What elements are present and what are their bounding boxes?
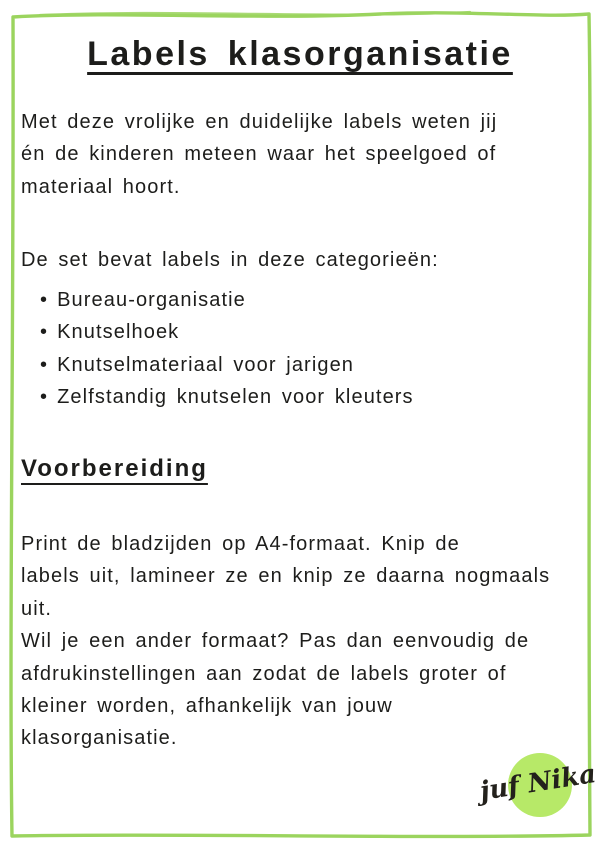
text-line: uit. (21, 597, 53, 620)
logo-text: juf Nika (477, 759, 599, 807)
text-line: labels uit, lamineer ze en knip ze daarna nogmaals (21, 565, 551, 588)
preparation-paragraph (21, 528, 550, 755)
list-item-label: Knutselhoek (57, 321, 180, 344)
list-item-label: Zelfstandig knutselen voor kleuters (57, 386, 414, 409)
bullet-icon: • (40, 321, 49, 344)
text-line: Wil je een ander formaat? Pas dan eenvoudig de (21, 630, 530, 653)
categories-list (40, 284, 414, 414)
text-line: Print de bladzijden op A4-formaat. Knip de (21, 533, 460, 555)
text-line: materiaal hoort. (21, 175, 181, 198)
text-line: klasorganisatie. (21, 727, 178, 750)
categories-lead: De set bevat labels in deze categorieën: (21, 249, 439, 271)
section-heading-voorbereiding: Voorbereiding (21, 455, 208, 482)
bullet-icon: • (40, 386, 49, 409)
list-item (40, 381, 414, 413)
intro-paragraph (21, 106, 497, 203)
text-line: én de kinderen meteen waar het speelgoed of (21, 143, 497, 166)
bullet-icon: • (40, 353, 49, 376)
juf-nika-logo (476, 750, 600, 824)
list-item (40, 316, 414, 348)
text-line: afdrukinstellingen aan zodat de labels groter of (21, 662, 507, 685)
list-item-label: Bureau-organisatie (57, 289, 246, 311)
page-title: Labels klasorganisatie (87, 35, 513, 73)
list-item-label: Knutselmateriaal voor jarigen (57, 353, 355, 376)
list-item (40, 349, 414, 381)
text-line: Met deze vrolijke en duidelijke labels weten jij (21, 111, 498, 133)
text-line: kleiner worden, afhankelijk van jouw (21, 695, 393, 718)
bullet-icon: • (40, 289, 49, 311)
list-item (40, 284, 414, 316)
